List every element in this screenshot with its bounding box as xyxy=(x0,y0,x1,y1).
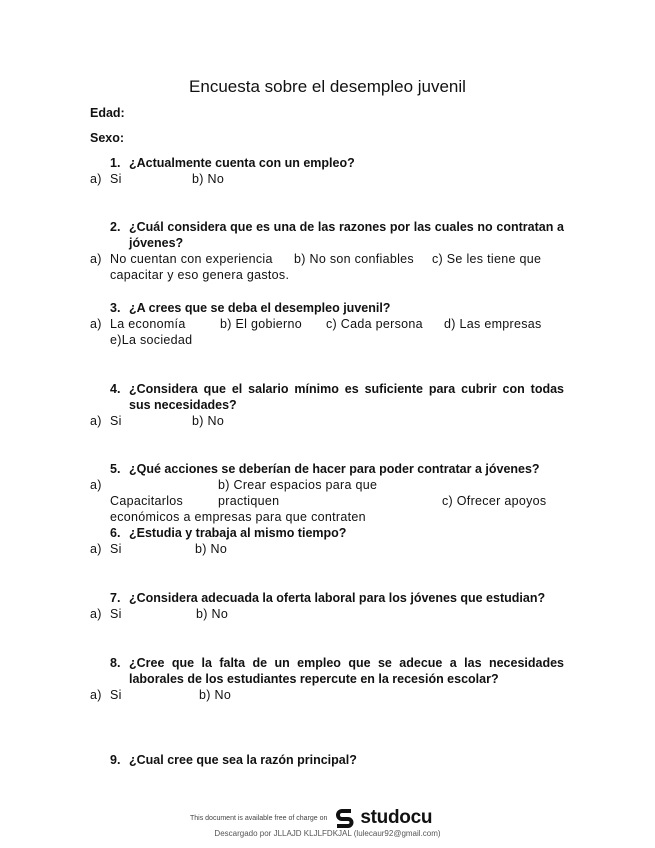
option-b: b) No xyxy=(195,542,228,556)
question-number: 9. xyxy=(110,753,121,767)
question-text: ¿Considera adecuada la oferta laboral para los jóvenes que estudian? xyxy=(129,591,546,605)
answer-letter: a) xyxy=(90,252,102,266)
question-number: 8. xyxy=(110,656,121,670)
option-b: b) No xyxy=(199,688,232,702)
question-1 xyxy=(90,155,564,187)
answer-options xyxy=(90,477,564,525)
studocu-footer xyxy=(190,806,432,830)
answer-options xyxy=(90,413,564,429)
download-credit: Descargado por JLLAJD KLJLFDKJAL (lulecaur92@gmail.com) xyxy=(214,829,441,838)
option-a: Si xyxy=(110,414,122,428)
option-b: b) No xyxy=(192,172,225,186)
option-a: No cuentan con experiencia xyxy=(110,252,273,266)
question-6 xyxy=(90,525,564,557)
question-9 xyxy=(110,752,564,768)
option-b: b) No xyxy=(196,607,229,621)
question-text: ¿Considera que el salario mínimo es suficiente para cubrir con todas sus necesidades? xyxy=(129,382,564,412)
option-a: Si xyxy=(110,542,122,556)
answer-options xyxy=(90,171,564,187)
answer-options xyxy=(90,606,564,622)
answer-letter: a) xyxy=(90,414,102,428)
answer-options xyxy=(90,316,564,348)
studocu-s-icon xyxy=(333,806,357,830)
studocu-wordmark: studocu xyxy=(360,807,433,828)
question-4 xyxy=(90,381,564,429)
question-2 xyxy=(90,219,564,283)
question-text: ¿Actualmente cuenta con un empleo? xyxy=(129,156,355,170)
studocu-logo[interactable] xyxy=(333,806,432,830)
option-a: La economía xyxy=(110,317,186,331)
question-number: 1. xyxy=(110,156,121,170)
question-text: ¿Qué acciones se deberían de hacer para poder contratar a jóvenes? xyxy=(129,462,540,476)
answer-options xyxy=(90,541,564,557)
question-number: 3. xyxy=(110,301,121,315)
answer-letter: a) xyxy=(90,607,102,621)
question-5 xyxy=(90,461,564,525)
question-number: 4. xyxy=(110,382,121,396)
answer-options xyxy=(90,687,564,703)
option-a: Capacitarlos xyxy=(110,494,184,508)
answer-letter: a) xyxy=(90,688,102,702)
question-text: ¿Estudia y trabaja al mismo tiempo? xyxy=(129,526,347,540)
option-c: c) Cada persona xyxy=(326,317,423,331)
question-number: 2. xyxy=(110,220,121,234)
question-8 xyxy=(90,655,564,703)
question-3 xyxy=(90,300,564,348)
availability-note: This document is available free of charge on xyxy=(190,814,328,822)
question-number: 6. xyxy=(110,526,121,540)
question-number: 7. xyxy=(110,591,121,605)
option-a: Si xyxy=(110,172,122,186)
option-d: d) Las empresas xyxy=(444,317,542,331)
answer-letter: a) xyxy=(90,478,102,492)
question-number: 5. xyxy=(110,462,121,476)
answer-letter: a) xyxy=(90,542,102,556)
question-text: ¿A crees que se deba el desempleo juvenil? xyxy=(129,301,391,315)
answer-letter: a) xyxy=(90,172,102,186)
question-text: ¿Cuál considera que es una de las razones por las cuales no contratan a jóvenes? xyxy=(129,220,564,250)
question-text: ¿Cual cree que sea la razón principal? xyxy=(129,753,357,767)
page-title: Encuesta sobre el desempleo juvenil xyxy=(189,77,466,96)
edad-label: Edad: xyxy=(90,106,125,120)
option-c: c) Ofrecer apoyos económicos a empresas para que contraten xyxy=(110,494,547,524)
question-text: ¿Cree que la falta de un empleo que se adecue a las necesidades laborales de los estudiantes repercute en la recesión escolar? xyxy=(129,656,564,686)
answer-letter: a) xyxy=(90,317,102,331)
option-c: c) Se les tiene que capacitar y eso genera gastos. xyxy=(110,252,542,282)
answer-options xyxy=(90,251,564,283)
option-b: b) No son confiables xyxy=(294,252,414,266)
option-e: e)La sociedad xyxy=(110,333,193,347)
option-b: b) El gobierno xyxy=(220,317,303,331)
option-b: b) No xyxy=(192,414,225,428)
question-7 xyxy=(90,590,564,622)
option-a: Si xyxy=(110,688,122,702)
sexo-label: Sexo: xyxy=(90,131,125,145)
option-b: b) Crear espacios para que practiquen xyxy=(218,478,378,508)
option-a: Si xyxy=(110,607,122,621)
